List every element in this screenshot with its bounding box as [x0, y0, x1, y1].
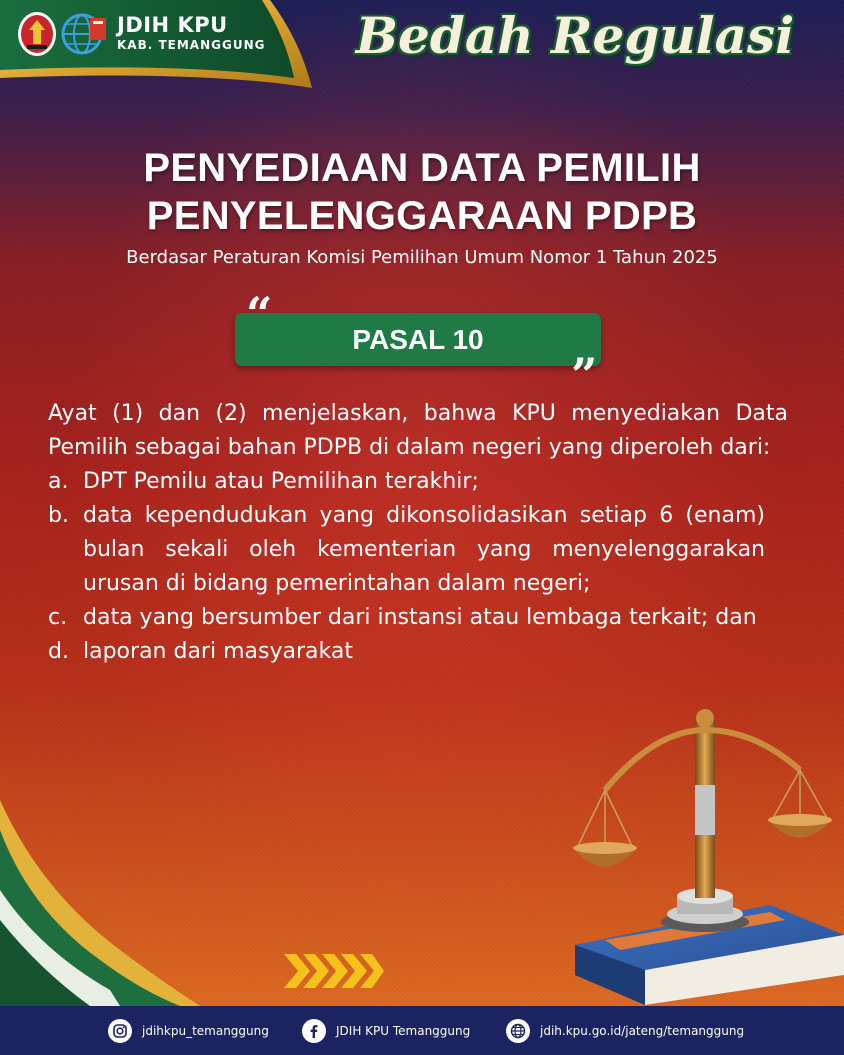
website-url: jdih.kpu.go.id/jateng/temanggung [540, 1023, 745, 1038]
list-text: data kependudukan yang dikonsolidasikan setiap 6 (enam) bulan sekali oleh kementerian yang menyelenggarakan urusan di bidang pemerintahan dalam negeri; [83, 503, 765, 596]
footer-facebook[interactable] [302, 1006, 470, 1055]
brand-subtitle: KAB. TEMANGGUNG [117, 38, 266, 52]
close-quote-mark: ” [571, 348, 598, 402]
list-letter: c. [48, 605, 68, 630]
regulation-subtitle: Berdasar Peraturan Komisi Pemilihan Umum Nomor 1 Tahun 2025 [126, 247, 718, 268]
list-text: DPT Pemilu atau Pemilihan terakhir; [83, 469, 479, 494]
list-letter: d. [48, 639, 69, 664]
list-text: laporan dari masyarakat [83, 639, 353, 664]
list-text: data yang bersumber dari instansi atau lembaga terkait; dan [83, 605, 757, 630]
open-quote-mark: “ [246, 287, 273, 341]
article-label: PASAL 10 [352, 324, 484, 355]
scales-of-justice-icon [565, 700, 844, 1015]
list-letter: a. [48, 469, 69, 494]
brand-title: JDIH KPU [117, 13, 228, 37]
instagram-handle: jdihkpu_temanggung [142, 1023, 269, 1038]
article-body [48, 397, 788, 669]
main-title-line-1: PENYEDIAAN DATA PEMILIH [143, 146, 701, 190]
jdih-logo-icon [60, 10, 110, 58]
series-title: Bedah Regulasi [355, 6, 795, 65]
list-item-c [48, 601, 765, 635]
decorative-swoosh [0, 800, 200, 1010]
article-badge [235, 313, 601, 366]
article-intro: Ayat (1) dan (2) menjelaskan, bahwa KPU menyediakan Data Pemilih sebagai bahan PDPB di dalam negeri yang diperoleh dari: [48, 401, 788, 460]
chevrons-icon [284, 954, 384, 988]
kpu-logo-icon [16, 10, 58, 58]
footer-instagram[interactable] [108, 1006, 269, 1055]
facebook-page-name: JDIH KPU Temanggung [336, 1023, 471, 1038]
list-item-d [48, 635, 765, 669]
list-letter: b. [48, 503, 69, 528]
facebook-icon [302, 1019, 326, 1043]
instagram-icon [108, 1019, 132, 1043]
globe-icon [506, 1019, 530, 1043]
footer-bar [0, 1006, 844, 1055]
main-title-line-2: PENYELENGGARAAN PDPB [146, 194, 698, 238]
list-item-a [48, 465, 765, 499]
footer-website[interactable] [506, 1006, 744, 1055]
list-item-b [48, 499, 765, 601]
